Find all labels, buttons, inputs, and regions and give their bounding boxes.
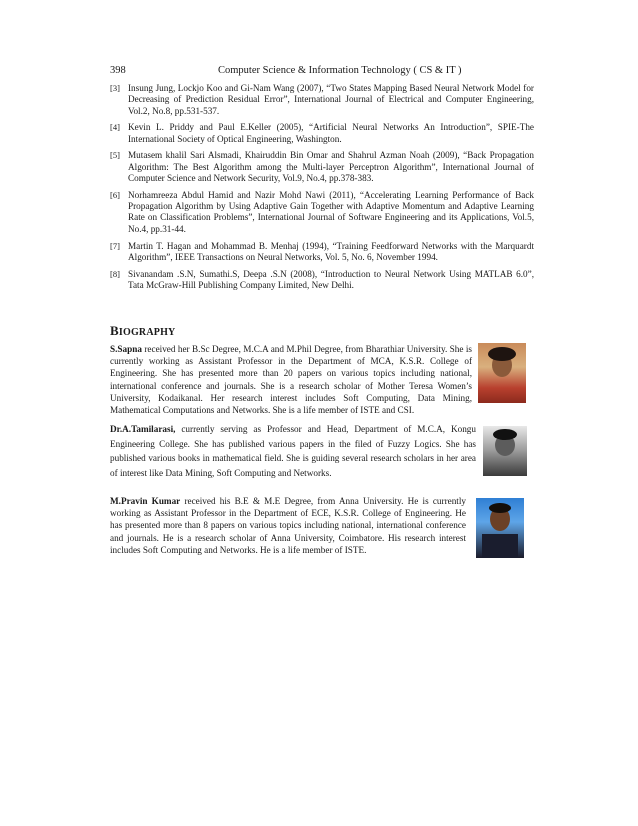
reference-number: [5] [110, 150, 120, 161]
biography-heading [110, 323, 175, 339]
reference-item [110, 269, 534, 292]
bio-name: S.Sapna [110, 344, 142, 354]
bio-text: currently serving as Professor and Head, Department of M.C.A, Kongu Engineering College. She has published various papers in the filed of Fuzzy Logics. She has published various books in mathematical field. She is guiding several research scholars in her area of interest like Data Mining, Soft Computing and Networks. [110, 424, 476, 478]
bio-name: Dr.A.Tamilarasi, [110, 424, 176, 434]
reference-item [110, 150, 534, 184]
reference-text: Norhamreeza Abdul Hamid and Nazir Mohd Nawi (2011), “Accelerating Learning Performance of Back Propagation Algorithm by Using Adaptive Gain Together with Adaptive Momentum and Adaptive Learning Rate on Classification Problems”, International Journal of Software Engineering and its Applications, Vol.5, No.4, pp.31-44. [128, 189, 534, 234]
reference-text: Martin T. Hagan and Mohammad B. Menhaj (1994), “Training Feedforward Networks with the Marquardt Algorithm”, IEEE Transactions on Neural Networks, Vol. 5, No. 6, November 1994. [128, 240, 534, 262]
bio-text: received his B.E & M.E Degree, from Anna University. He is currently working as Assistant Professor in the Department of ECE, K.S.R. College of Engineering. He has presented more than 8 papers on various topics including national, international conference and journals. He is a research scholar of Anna University, Coimbatore. His research interest includes Soft Computing and Networks. He is a life member of ISTE. [110, 496, 466, 555]
biography-entry-tamilarasi [110, 422, 476, 480]
bio-name: M.Pravin Kumar [110, 496, 181, 506]
reference-number: [3] [110, 83, 120, 93]
reference-number: [4] [110, 122, 120, 133]
bio-text: received her B.Sc Degree, M.C.A and M.Phil Degree, from Bharathiar University. She is currently working as Assistant Professor in the Department of MCA, K.S.R. College of Engineering. She has presented more than 20 papers on various topics including national, international conference and journals. She is a research scholar of Mother Teresa Women’s University, Kodaikanal. Her research interest includes Soft Computing, Data Mining, Mathematical Computations and Networks. She is a life member of ISTE and CSI. [110, 344, 472, 416]
page-number: 398 [110, 65, 126, 76]
author-photo-tamilarasi [483, 426, 527, 476]
references-list [110, 83, 534, 297]
biography-heading-initial: B [110, 323, 119, 338]
reference-text: Insung Jung, Lockjo Koo and Gi-Nam Wang (2007), “Two States Mapping Based Neural Network Model for Decreasing of Prediction Residual Error”, International Journal of Electrical and Computer Engineering, Vol.2, No.8, pp.531-537. [128, 83, 534, 116]
reference-number: [8] [110, 268, 120, 279]
reference-text: Kevin L. Priddy and Paul E.Keller (2005), “Artificial Neural Networks An Introduction”, SPIE-The International Society of Optical Engineering, Washington. [128, 122, 534, 144]
reference-number: [7] [110, 240, 120, 251]
reference-item [110, 122, 534, 145]
author-photo-pravin-kumar [476, 498, 524, 558]
reference-text: Sivanandam .S.N, Sumathi.S, Deepa .S.N (2008), “Introduction to Neural Network Using MATLAB 6.0”, Tata McGraw-Hill Publishing Company Limited, New Delhi. [128, 268, 534, 290]
biography-entry-pravin-kumar [110, 495, 466, 556]
reference-item [110, 83, 534, 117]
photo-shirt [482, 534, 518, 558]
author-photo-sapna [478, 343, 526, 403]
biography-heading-rest: IOGRAPHY [118, 327, 176, 338]
reference-number: [6] [110, 189, 120, 200]
running-title: Computer Science & Information Technology ( CS & IT ) [218, 65, 462, 76]
reference-item [110, 241, 534, 264]
reference-item [110, 190, 534, 235]
reference-text: Mutasem khalil Sari Alsmadi, Khairuddin Bin Omar and Shahrul Azman Noah (2009), “Back Propagation Algorithm: The Best Algorithm among the Multi-layer Perceptron Algorithm”, International Journal of Computer Science and Network Security, Vol.9, No.4, pp.378-383. [128, 150, 534, 184]
biography-entry-sapna [110, 343, 472, 416]
